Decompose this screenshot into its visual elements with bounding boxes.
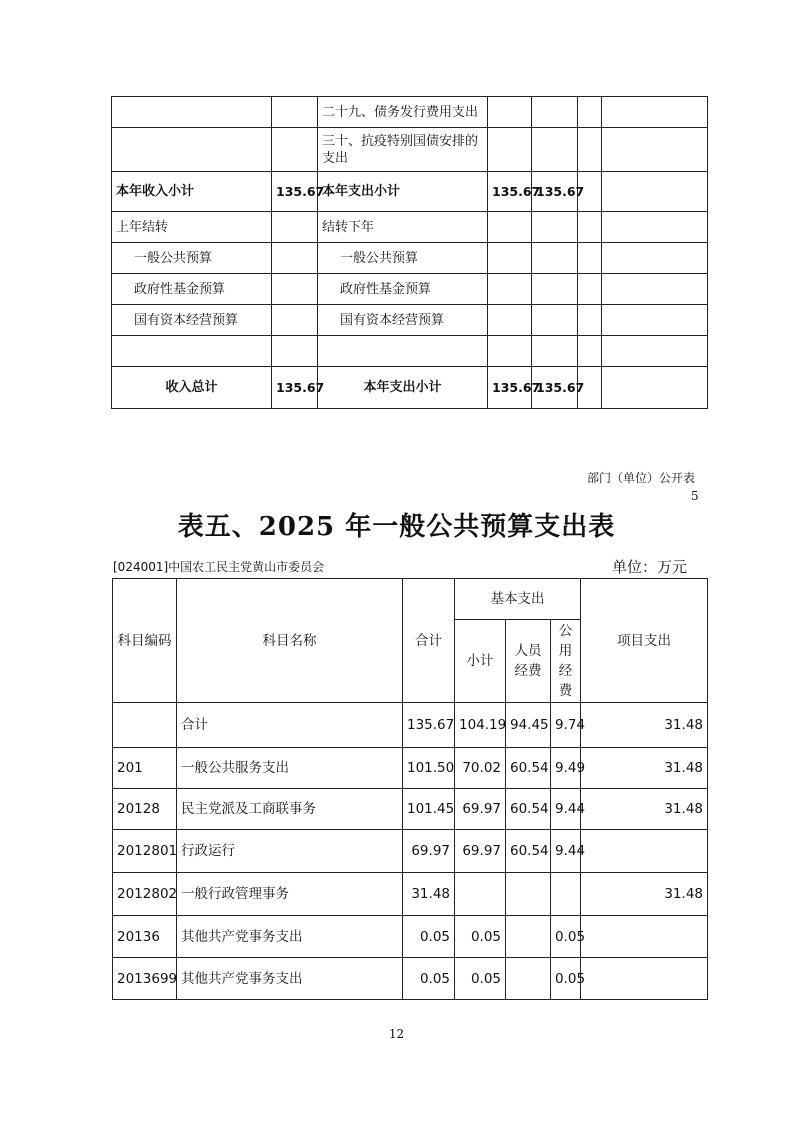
- expense-amount: [488, 243, 532, 274]
- row-total: 0.05: [403, 916, 455, 958]
- income-subtotal-label: 本年收入小计: [112, 172, 272, 212]
- row-public: 9.49: [551, 748, 581, 789]
- expense-amount-3: [578, 274, 602, 305]
- header-project: 项目支出: [581, 579, 708, 703]
- table-row: [112, 97, 708, 128]
- row-code: [113, 703, 177, 748]
- row-personnel: [506, 916, 551, 958]
- row-public: 0.05: [551, 958, 581, 1000]
- expense-amount-4: [602, 336, 708, 367]
- row-personnel: 94.45: [506, 703, 551, 748]
- expense-total-amount-2: 135.67: [532, 367, 578, 409]
- expense-amount: [488, 274, 532, 305]
- row-subtotal: 70.02: [455, 748, 506, 789]
- income-item: 上年结转: [112, 212, 272, 243]
- income-item: [112, 128, 272, 172]
- row-code: 20128: [113, 789, 177, 830]
- expense-amount-4: [602, 128, 708, 172]
- row-name: 行政运行: [177, 830, 403, 873]
- income-item: [112, 336, 272, 367]
- income-item: 一般公共预算: [112, 243, 272, 274]
- row-personnel: [506, 958, 551, 1000]
- row-project: 31.48: [581, 748, 708, 789]
- row-personnel: 60.54: [506, 830, 551, 873]
- header-personnel: 人员经费: [506, 620, 551, 703]
- organization-name: [024001]中国农工民主党黄山市委员会: [113, 560, 325, 574]
- income-amount: [272, 243, 318, 274]
- row-code: 2012802: [113, 873, 177, 916]
- income-amount: [272, 274, 318, 305]
- expense-subtotal-amount: 135.67: [488, 172, 532, 212]
- expense-amount-2: [532, 212, 578, 243]
- row-name: 其他共产党事务支出: [177, 916, 403, 958]
- row-public: 9.44: [551, 830, 581, 873]
- row-public: 9.74: [551, 703, 581, 748]
- table-row: [112, 274, 708, 305]
- table-row: [113, 958, 708, 1000]
- header-row: [113, 579, 708, 620]
- row-name: 一般公共服务支出: [177, 748, 403, 789]
- dept-public-label: 部门（单位）公开表: [587, 471, 696, 485]
- expense-amount-3: [578, 128, 602, 172]
- row-code: 201: [113, 748, 177, 789]
- table-row: [113, 830, 708, 873]
- income-amount: [272, 128, 318, 172]
- expense-amount-3: [578, 212, 602, 243]
- expense-amount-3: [578, 336, 602, 367]
- row-subtotal: 69.97: [455, 830, 506, 873]
- row-project: [581, 958, 708, 1000]
- row-public: [551, 873, 581, 916]
- row-project: 31.48: [581, 873, 708, 916]
- row-subtotal: 0.05: [455, 958, 506, 1000]
- budget-summary-table: [111, 96, 708, 409]
- table-row: [113, 748, 708, 789]
- expense-table: [112, 578, 708, 1000]
- expense-item: 三十、抗疫特别国债安排的支出: [318, 128, 488, 172]
- row-total: 101.45: [403, 789, 455, 830]
- expense-total-label: 本年支出小计: [318, 367, 488, 409]
- income-item: 国有资本经营预算: [112, 305, 272, 336]
- table-row: [112, 172, 708, 212]
- row-total: 101.50: [403, 748, 455, 789]
- expense-amount: [488, 212, 532, 243]
- expense-item: [318, 336, 488, 367]
- income-item: [112, 97, 272, 128]
- row-public: 0.05: [551, 916, 581, 958]
- row-name: 合计: [177, 703, 403, 748]
- table-row: [112, 243, 708, 274]
- row-project: [581, 830, 708, 873]
- expense-item: 国有资本经营预算: [318, 305, 488, 336]
- header-subtotal: 小计: [455, 620, 506, 703]
- expense-subtotal-amount-2: 135.67: [532, 172, 578, 212]
- table-row: [112, 305, 708, 336]
- table-row: [112, 336, 708, 367]
- row-personnel: 60.54: [506, 748, 551, 789]
- row-public: 9.44: [551, 789, 581, 830]
- expense-amount-4: [602, 367, 708, 409]
- expense-amount-3: [578, 97, 602, 128]
- row-project: 31.48: [581, 789, 708, 830]
- expense-amount: [488, 305, 532, 336]
- row-total: 0.05: [403, 958, 455, 1000]
- row-personnel: [506, 873, 551, 916]
- table-row: [113, 789, 708, 830]
- expense-amount-3: [578, 305, 602, 336]
- row-total: 31.48: [403, 873, 455, 916]
- page-title: 表五、2025 年一般公共预算支出表: [177, 512, 616, 542]
- row-subtotal: 0.05: [455, 916, 506, 958]
- expense-amount-4: [602, 274, 708, 305]
- expense-amount: [488, 128, 532, 172]
- expense-amount-4: [602, 172, 708, 212]
- expense-amount: [488, 336, 532, 367]
- row-name: 一般行政管理事务: [177, 873, 403, 916]
- expense-amount: [488, 97, 532, 128]
- row-name: 其他共产党事务支出: [177, 958, 403, 1000]
- income-amount: [272, 97, 318, 128]
- table-number: 5: [691, 489, 699, 503]
- expense-subtotal-label: 本年支出小计: [318, 172, 488, 212]
- table-row: [113, 873, 708, 916]
- expense-amount-4: [602, 212, 708, 243]
- income-total-amount: 135.67: [272, 367, 318, 409]
- expense-amount-2: [532, 305, 578, 336]
- row-subtotal: 69.97: [455, 789, 506, 830]
- expense-item: 二十九、债务发行费用支出: [318, 97, 488, 128]
- expense-amount-4: [602, 305, 708, 336]
- expense-item: 政府性基金预算: [318, 274, 488, 305]
- header-total: 合计: [403, 579, 455, 703]
- expense-amount-2: [532, 97, 578, 128]
- expense-item: 结转下年: [318, 212, 488, 243]
- expense-amount-2: [532, 243, 578, 274]
- expense-total-amount: 135.67: [488, 367, 532, 409]
- unit-label: 单位：万元: [612, 558, 688, 576]
- table-row: [113, 916, 708, 958]
- header-name: 科目名称: [177, 579, 403, 703]
- income-amount: [272, 212, 318, 243]
- table-row: [112, 212, 708, 243]
- row-project: 31.48: [581, 703, 708, 748]
- table-row: [112, 367, 708, 409]
- row-personnel: 60.54: [506, 789, 551, 830]
- table-row: [113, 703, 708, 748]
- table-row: [112, 128, 708, 172]
- row-total: 135.67: [403, 703, 455, 748]
- expense-amount-3: [578, 243, 602, 274]
- income-item: 政府性基金预算: [112, 274, 272, 305]
- expense-amount-2: [532, 274, 578, 305]
- header-basic: 基本支出: [455, 579, 581, 620]
- header-code: 科目编码: [113, 579, 177, 703]
- header-public: 公用经费: [551, 620, 581, 703]
- row-subtotal: 104.19: [455, 703, 506, 748]
- row-code: 20136: [113, 916, 177, 958]
- expense-amount-4: [602, 243, 708, 274]
- expense-amount-4: [602, 97, 708, 128]
- income-total-label: 收入总计: [112, 367, 272, 409]
- expense-amount-2: [532, 128, 578, 172]
- income-amount: [272, 336, 318, 367]
- row-code: 2013699: [113, 958, 177, 1000]
- page-number: 12: [388, 1027, 405, 1041]
- expense-amount-2: [532, 336, 578, 367]
- expense-item: 一般公共预算: [318, 243, 488, 274]
- income-subtotal-amount: 135.67: [272, 172, 318, 212]
- row-total: 69.97: [403, 830, 455, 873]
- income-amount: [272, 305, 318, 336]
- row-subtotal: [455, 873, 506, 916]
- row-code: 2012801: [113, 830, 177, 873]
- row-name: 民主党派及工商联事务: [177, 789, 403, 830]
- row-project: [581, 916, 708, 958]
